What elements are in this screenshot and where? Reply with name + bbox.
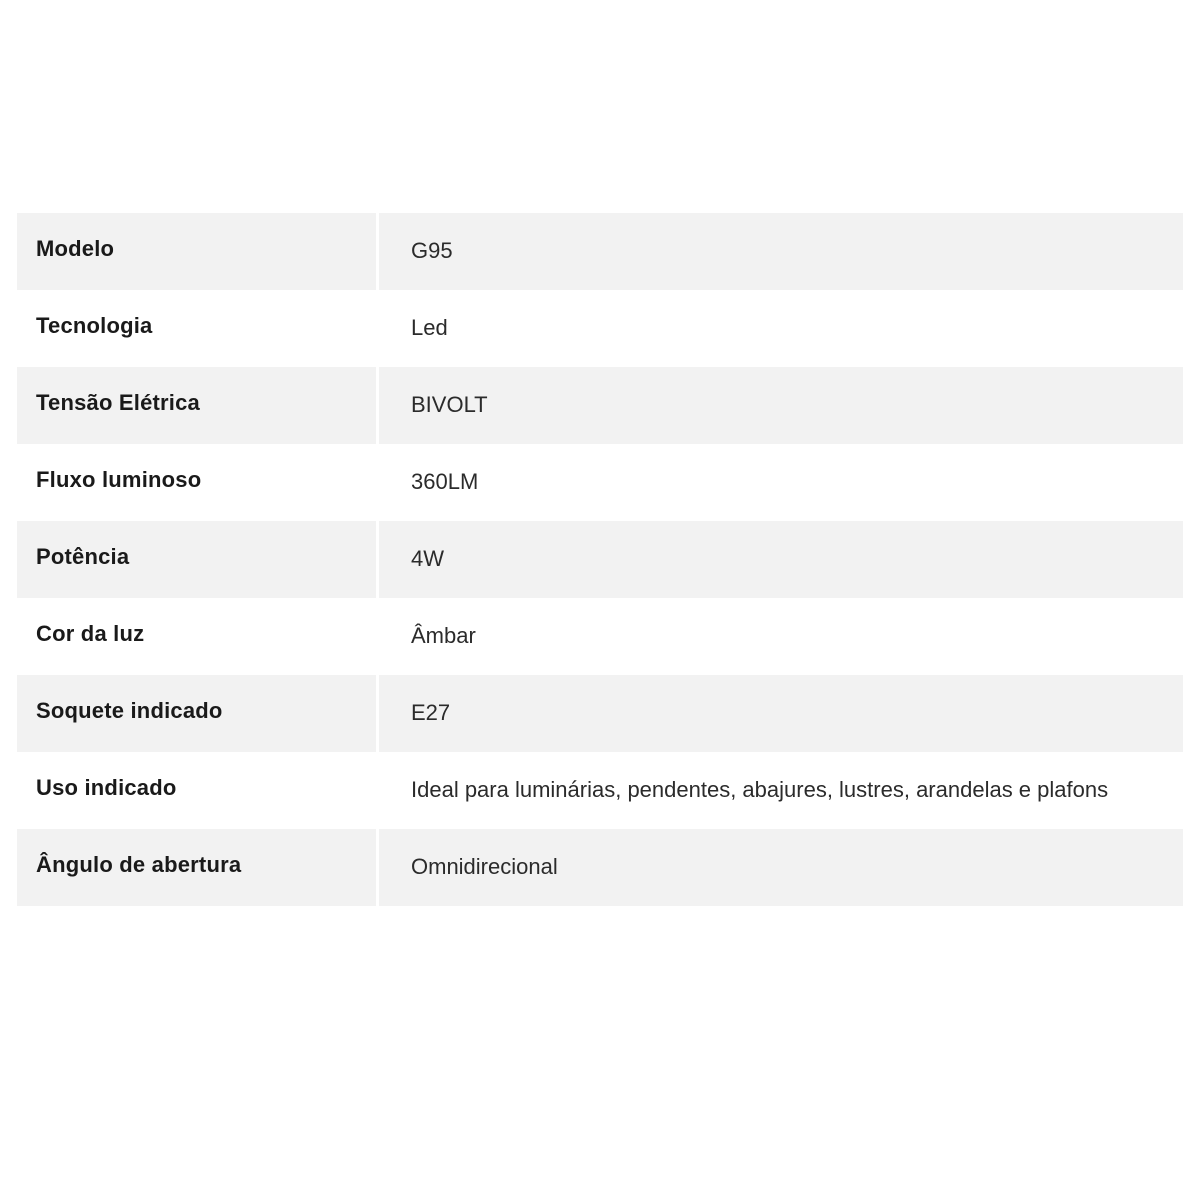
spec-value: E27 bbox=[379, 675, 1183, 752]
spec-label: Potência bbox=[17, 521, 376, 598]
spec-label: Uso indicado bbox=[36, 775, 177, 800]
spec-label: Tecnologia bbox=[36, 313, 153, 338]
spec-value: G95 bbox=[379, 213, 1183, 290]
spec-value: BIVOLT bbox=[379, 367, 1183, 444]
spec-row-tensao bbox=[17, 367, 1183, 444]
spec-label: Soquete indicado bbox=[17, 675, 376, 752]
spec-row-cor bbox=[17, 598, 1183, 675]
spec-label: Modelo bbox=[17, 213, 376, 290]
spec-row-fluxo bbox=[17, 444, 1183, 521]
spec-label: Fluxo luminoso bbox=[36, 467, 202, 492]
spec-table bbox=[17, 213, 1183, 906]
spec-value: Omnidirecional bbox=[379, 829, 1183, 906]
spec-label: Tensão Elétrica bbox=[17, 367, 376, 444]
spec-value: 360LM bbox=[411, 469, 479, 494]
spec-value: Led bbox=[411, 315, 448, 340]
spec-row-tecnologia bbox=[17, 290, 1183, 367]
spec-value: Ideal para luminárias, pendentes, abajures, lustres, arandelas e plafons bbox=[411, 777, 1109, 802]
spec-row-uso bbox=[17, 752, 1183, 829]
spec-row-angulo bbox=[17, 829, 1183, 906]
spec-row-potencia bbox=[17, 521, 1183, 598]
spec-label: Cor da luz bbox=[36, 621, 145, 646]
spec-label: Ângulo de abertura bbox=[17, 829, 376, 906]
spec-value: Âmbar bbox=[411, 623, 476, 648]
spec-value: 4W bbox=[379, 521, 1183, 598]
spec-row-modelo bbox=[17, 213, 1183, 290]
spec-row-soquete bbox=[17, 675, 1183, 752]
